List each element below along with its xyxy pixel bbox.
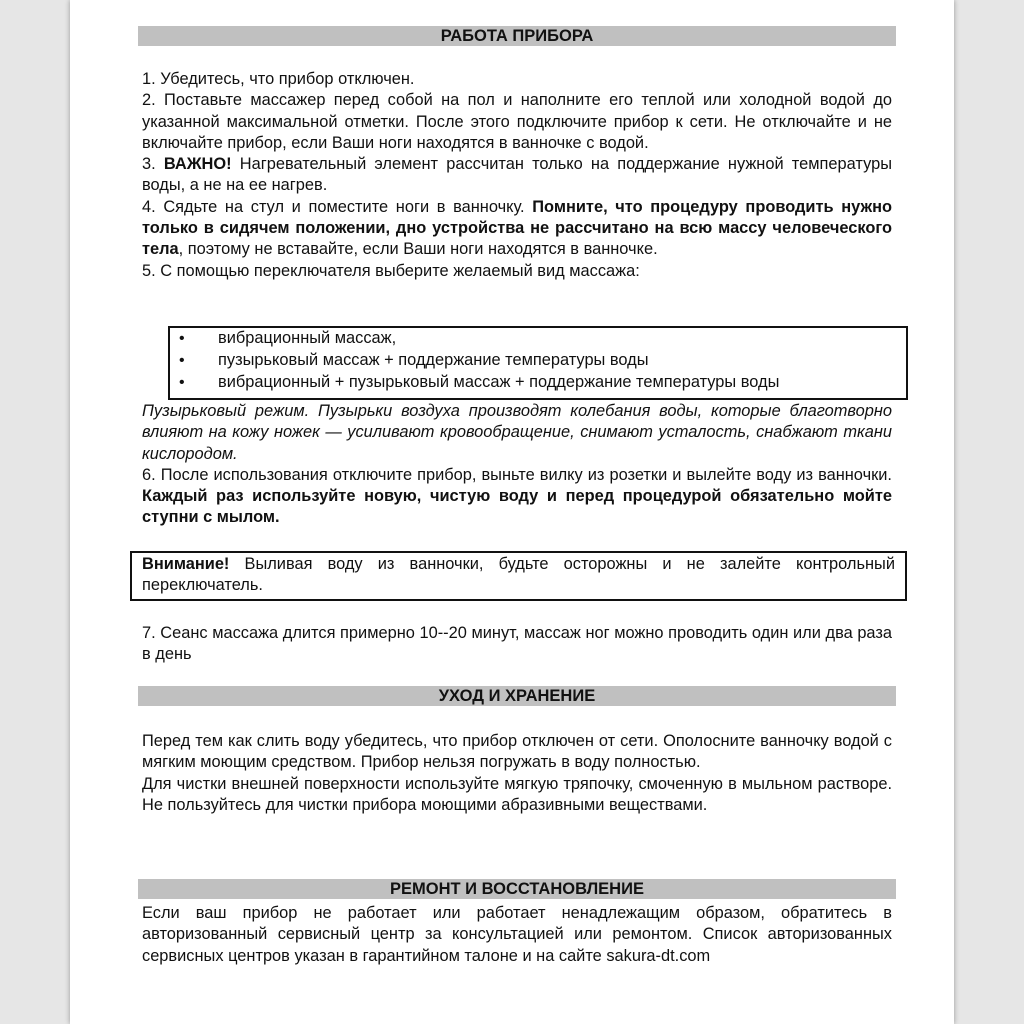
work-steps-block-2 (142, 401, 892, 529)
massage-modes-list (170, 328, 906, 393)
section-header-work: РАБОТА ПРИБОРА (138, 26, 896, 46)
repair-paragraph: Если ваш прибор не работает или работает ненадлежащим образом, обратитесь в авторизованный сервисный центр за консультацией или ремонтом. Список авторизованных сервисных центров указан в гарантийном талоне и на сайте sakura-dt.com (142, 904, 892, 965)
document-page (70, 0, 954, 1024)
step-2: 2. Поставьте массажер перед собой на пол и наполните его теплой или холодной водой до указанной максимальной отметки. После этого подключите прибор к сети. Не отключайте и не включайте прибор, если Ваши ноги находятся в ванночке с водой. (142, 91, 892, 152)
list-item: • вибрационный массаж, (170, 328, 906, 350)
step-6: 6. После использования отключите прибор, выньте вилку из розетки и вылейте воду из ванночки. Каждый раз используйте новую, чистую воду и перед процедурой обязательно мойте ступни с мылом. (142, 465, 892, 527)
warning-box (130, 551, 907, 601)
care-paragraph-1: Перед тем как слить воду убедитесь, что прибор отключен от сети. Ополосните ванночку водой с мягким моющим средством. Прибор нельзя погружать в воду полностью. (142, 732, 892, 772)
section-header-repair: РЕМОНТ И ВОССТАНОВЛЕНИЕ (138, 879, 896, 899)
bullet-icon: • (179, 330, 185, 347)
important-label: ВАЖНО! (163, 155, 232, 174)
list-item: • пузырьковый массаж + поддержание температуры воды (170, 350, 906, 372)
care-paragraph-2: Для чистки внешней поверхности используйте мягкую тряпочку, смоченную в мыльном растворе. Не пользуйтесь для чистки прибора моющими абразивными веществами. (142, 774, 892, 814)
bubble-mode-note: Пузырьковый режим. Пузырьки воздуха производят колебания воды, которые благотворно влияют на кожу ножек — усиливают кровообращение, снимают усталость, снабжают ткани кислородом. (142, 402, 892, 463)
section-header-care: УХОД И ХРАНЕНИЕ (138, 686, 896, 706)
work-steps-block (142, 69, 892, 282)
repair-block (142, 903, 892, 967)
warning-text: Внимание! Выливая воду из ванночки, будьте осторожны и не залейте контрольный переключатель. (142, 555, 895, 595)
step-7-block (142, 623, 892, 666)
bullet-icon: • (179, 373, 185, 391)
warning-label: Внимание! (142, 555, 230, 573)
step-5: 5. С помощью переключателя выберите желаемый вид массажа: (142, 261, 640, 280)
step-3: 3. ВАЖНО! Нагревательный элемент рассчитан только на поддержание нужной температуры воды, а не на ее нагрев. (142, 155, 892, 195)
bullet-icon: • (179, 351, 185, 369)
step-7: 7. Сеанс массажа длится примерно 10--20 минут, массаж ног можно проводить один или два раза в день (142, 624, 892, 664)
step-1: 1. Убедитесь, что прибор отключен. (142, 70, 415, 88)
list-item: • вибрационный + пузырьковый массаж + поддержание температуры воды (170, 372, 906, 394)
step-4: 4. Сядьте на стул и поместите ноги в ванночку. Помните, что процедуру проводить нужно только в сидячем положении, дно устройства не рассчитано на всю массу человеческого тела, поэтому не вставайте, если Ваши ноги находятся в ванночке. (142, 197, 892, 259)
care-block (142, 731, 892, 816)
massage-modes-box (168, 326, 908, 400)
